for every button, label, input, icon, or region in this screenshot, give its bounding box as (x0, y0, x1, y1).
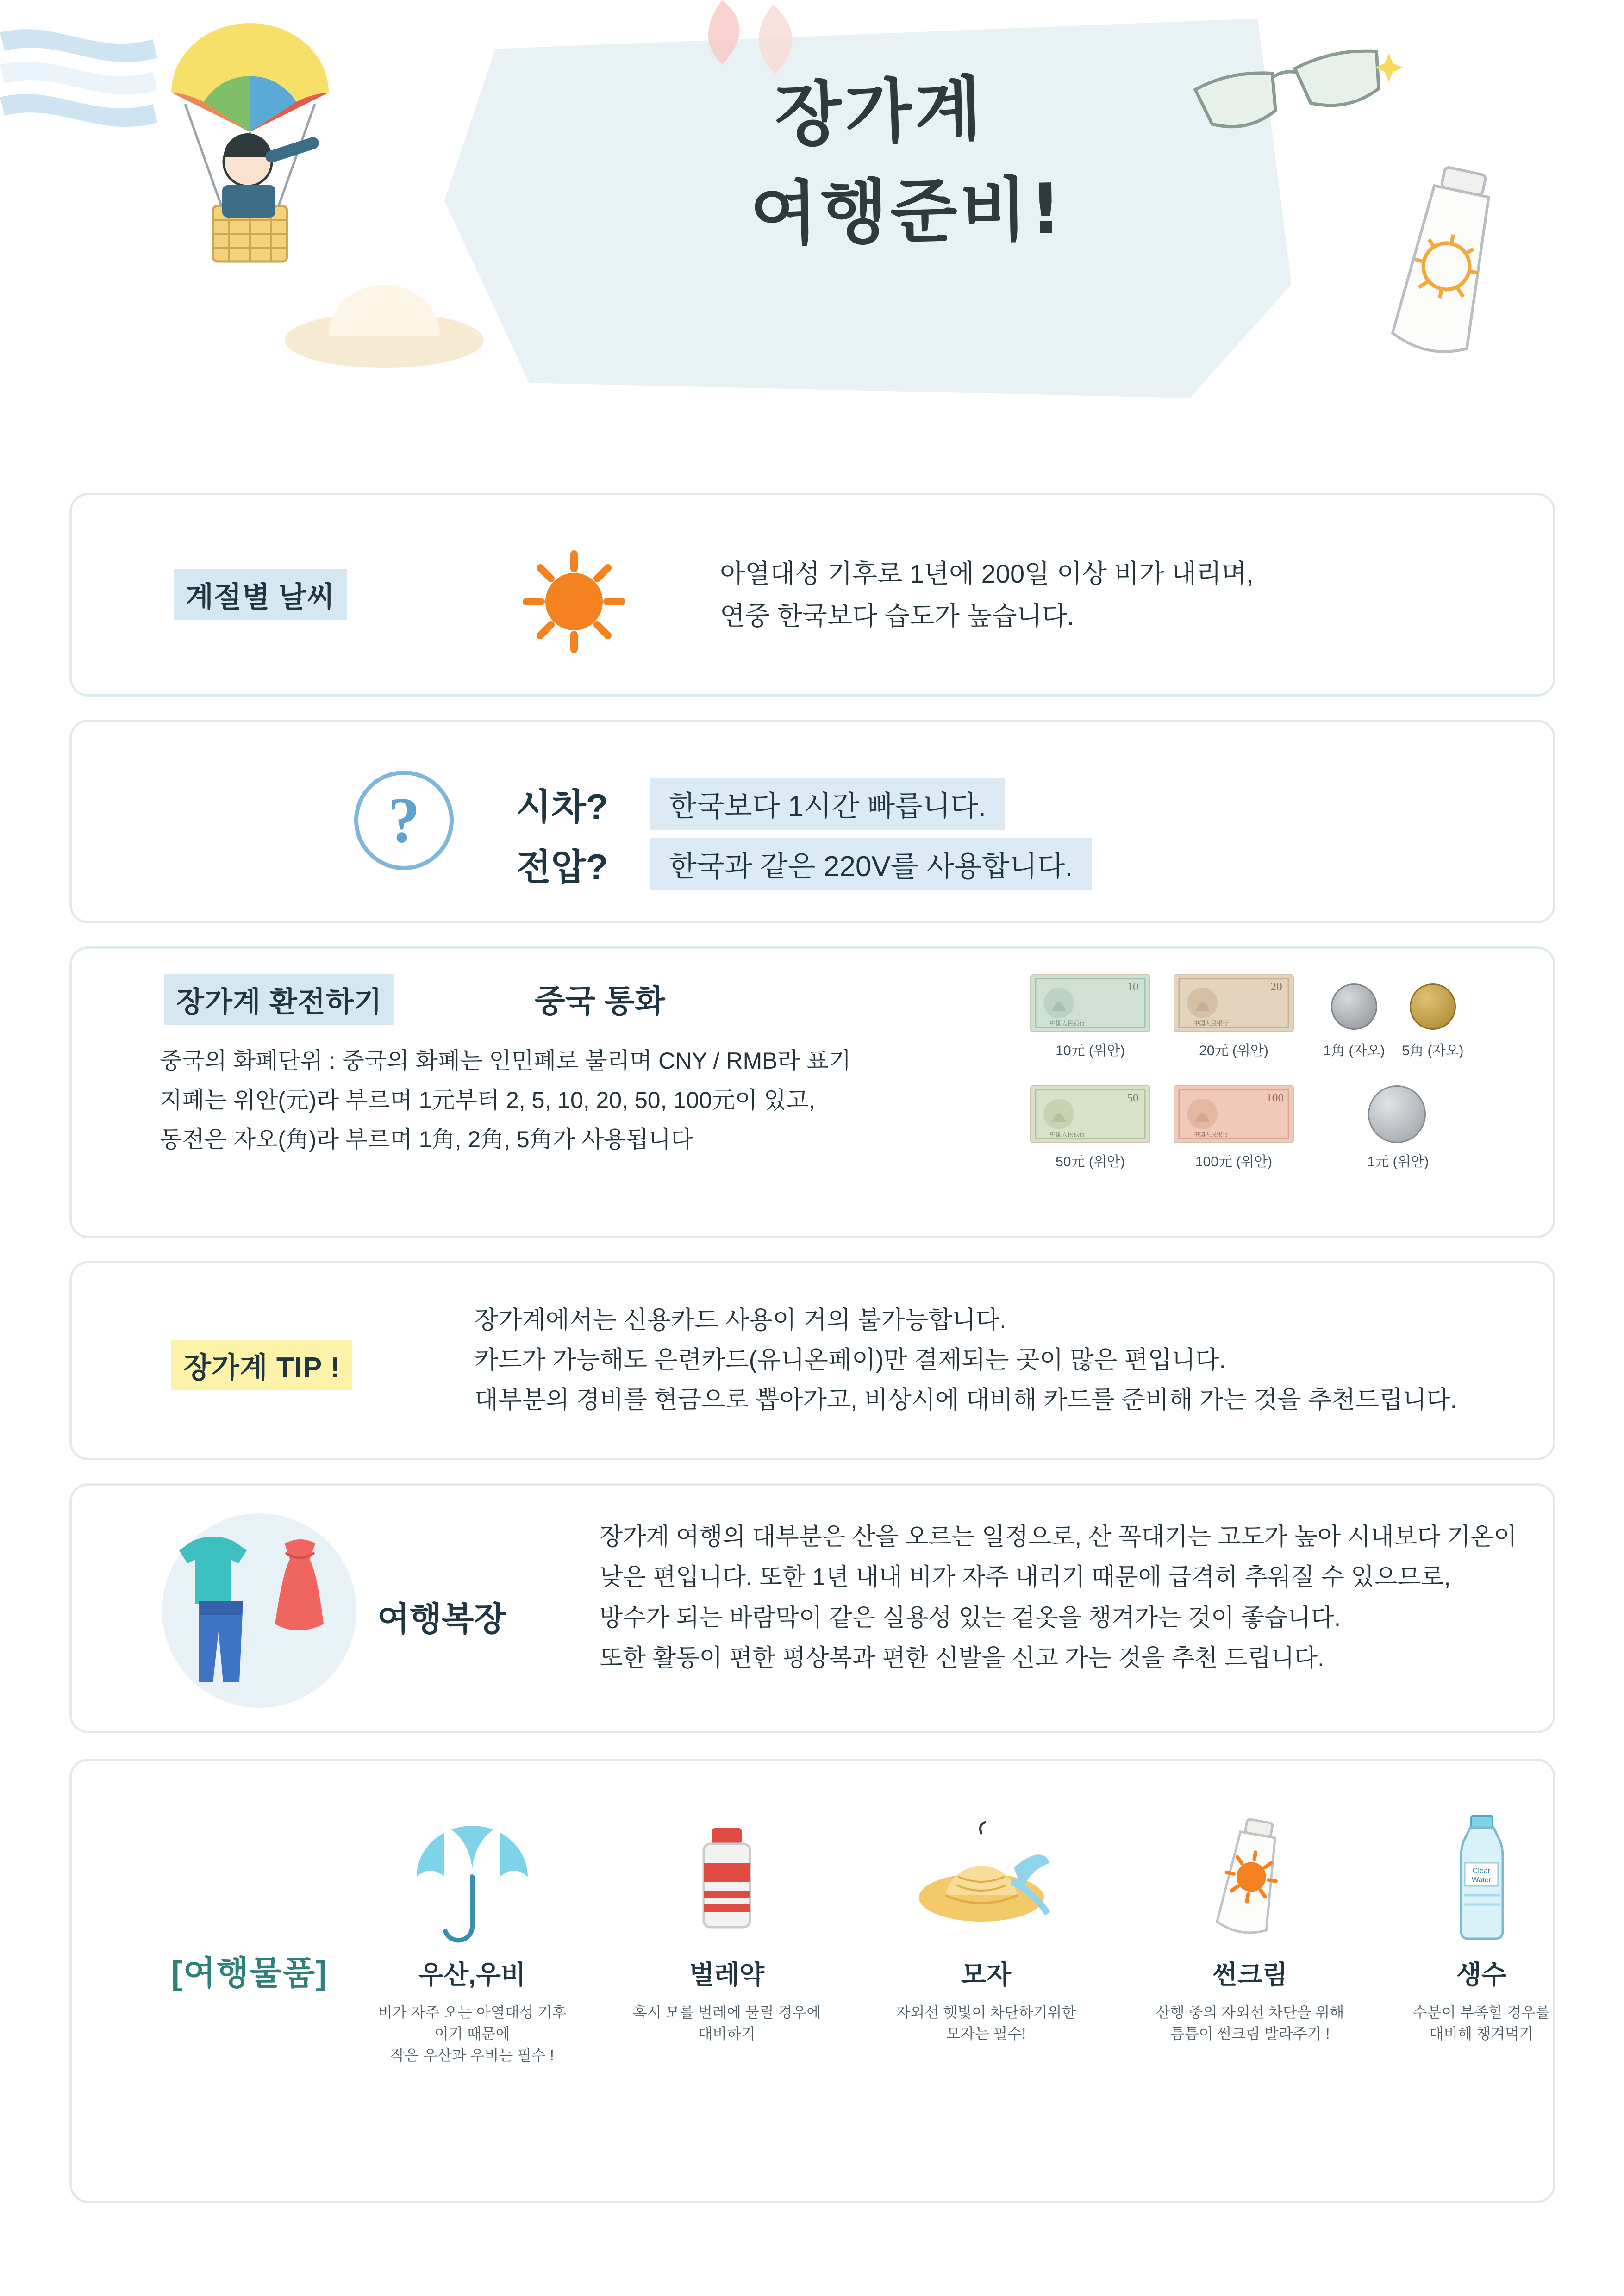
weather-text (720, 553, 1507, 637)
svg-text:10: 10 (1127, 980, 1139, 993)
svg-text:20: 20 (1270, 980, 1282, 993)
voltage-label: 전압? (516, 846, 608, 887)
weather-tag: 계절별 날씨 (174, 569, 347, 620)
currency-line-2: 지폐는 위안(元)라 부르며 1元부터 2, 5, 10, 20, 50, 100元이 있고, (160, 1087, 815, 1113)
item-water-desc (1382, 2002, 1581, 2045)
medicine-bottle-icon (627, 1812, 826, 1946)
item-umbrella-desc-1: 비가 자주 오는 아열대성 기후이기 때문에 (378, 2004, 567, 2042)
clothing-line-3: 방수가 되는 바람막이 같은 실용성 있는 겉옷을 챙겨가는 것이 좋습니다. (600, 1604, 1341, 1631)
svg-text:100: 100 (1266, 1091, 1284, 1104)
item-umbrella-name: 우산,우비 (418, 1960, 526, 1989)
items-card (69, 1759, 1555, 2203)
weather-line-1: 아열대성 기후로 1년에 200일 이상 비가 내리며, (720, 559, 1254, 588)
hat-icon (887, 1812, 1086, 1946)
page-title (532, 69, 1227, 256)
voltage-value: 한국과 같은 220V를 사용합니다. (650, 838, 1092, 890)
info-row-timezone (516, 778, 1005, 830)
svg-text:Water: Water (1471, 1876, 1492, 1884)
item-water (1382, 1812, 1581, 2045)
tip-line-3: 대부분의 경비를 현금으로 뽑아가고, 비상시에 대비해 카드를 준비해 가는 것을 추천드립니다. (475, 1386, 1457, 1413)
item-sunscreen-desc (1150, 2002, 1349, 2045)
clothing-line-4: 또한 활동이 편한 평상복과 편한 신발을 신고 가는 것을 추천 드립니다. (600, 1645, 1324, 1672)
item-sunscreen-desc-1: 산행 중의 자외선 차단을 위해 (1156, 2004, 1344, 2021)
timezone-label: 시차? (516, 786, 608, 827)
clothing-card (69, 1483, 1555, 1733)
banknote-20 (1174, 974, 1294, 1032)
svg-text:Clear: Clear (1472, 1867, 1491, 1875)
sun-icon (516, 544, 632, 660)
svg-text:中国人民银行: 中国人民银行 (1049, 1020, 1085, 1027)
item-sunscreen (1150, 1812, 1349, 2045)
item-hat (887, 1812, 1086, 2045)
banknote-100-caption: 100元 (위안) (1195, 1154, 1273, 1170)
item-water-desc-2: 대비해 챙겨먹기 (1429, 2025, 1534, 2042)
weather-card (69, 493, 1555, 697)
tip-card (69, 1261, 1555, 1460)
item-medicine-desc (627, 2002, 826, 2045)
item-medicine-name: 벌레약 (689, 1960, 765, 1989)
clothing-line-2: 낮은 편입니다. 또한 1년 내내 비가 자주 내리기 때문에 급격히 추워질 수 있으므로, (600, 1564, 1451, 1591)
tip-line-1: 장가계에서는 신용카드 사용이 거의 불가능합니다. (475, 1307, 1006, 1334)
page-title-line1: 장가계 (773, 68, 986, 156)
tip-line-2: 카드가 가능해도 은련카드(유니온페이)만 결제되는 곳이 많은 편입니다. (475, 1346, 1226, 1374)
svg-text:中国人民银行: 中国人民银行 (1193, 1020, 1229, 1027)
umbrella-icon (373, 1812, 572, 1946)
coin-1jiao (1331, 983, 1377, 1030)
item-hat-desc-2: 모자는 필수! (946, 2025, 1026, 2042)
items-title: [여행물품] (171, 1955, 328, 1992)
banknote-20-caption: 20元 (위안) (1199, 1043, 1268, 1058)
banknote-10-caption: 10元 (위안) (1056, 1043, 1125, 1058)
item-umbrella-desc (373, 2002, 572, 2066)
water-bottle-icon (1382, 1812, 1581, 1946)
sunscreen-icon (1150, 1812, 1349, 1946)
info-card (69, 720, 1555, 923)
item-water-desc-1: 수분이 부족할 경우를 (1413, 2004, 1550, 2021)
item-umbrella (373, 1812, 572, 2066)
currency-card (69, 946, 1555, 1238)
coin-1yuan-caption: 1元 (위안) (1367, 1154, 1429, 1170)
question-mark-icon: ? (354, 771, 454, 870)
coin-5jiao-caption: 5角 (자오) (1402, 1043, 1464, 1058)
item-hat-name: 모자 (961, 1960, 1012, 1989)
item-water-name: 생수 (1456, 1960, 1507, 1989)
tip-tag: 장가계 TIP ! (171, 1340, 352, 1390)
item-medicine-desc-1: 혹시 모를 벌레에 물릴 경우에 대비하기 (632, 2004, 821, 2042)
tip-text (475, 1300, 1525, 1420)
suncream-tube-icon (1380, 153, 1532, 393)
clothing-text (600, 1517, 1535, 1679)
banknote-50-caption: 50元 (위안) (1056, 1154, 1125, 1170)
item-hat-desc (887, 2002, 1086, 2045)
banknote-10 (1030, 974, 1150, 1032)
currency-description (160, 1041, 1062, 1159)
currency-line-3: 동전은 자오(角)라 부르며 1角, 2角, 5角가 사용됩니다 (160, 1126, 693, 1152)
clothing-line-1: 장가계 여행의 대부분은 산을 오르는 일정으로, 산 꼭대기는 고도가 높아 시내보다 기온이 (600, 1524, 1517, 1550)
currency-tag: 장가계 환전하기 (164, 974, 394, 1025)
hat-icon (278, 259, 491, 375)
item-sunscreen-desc-2: 틈틈이 썬크림 발라주기 ! (1170, 2025, 1330, 2042)
timezone-value: 한국보다 1시간 빠릅니다. (650, 778, 1005, 830)
coin-1jiao-caption: 1角 (자오) (1323, 1043, 1385, 1058)
clothing-label: 여행복장 (377, 1601, 506, 1638)
currency-subtitle: 중국 통화 (535, 984, 665, 1019)
banknote-100 (1174, 1085, 1294, 1143)
coin-1yuan (1368, 1085, 1426, 1143)
info-row-voltage (516, 838, 1092, 890)
svg-text:中国人民银行: 中国人民银行 (1193, 1131, 1229, 1138)
banknote-50 (1030, 1085, 1150, 1143)
clothes-icon (171, 1525, 347, 1696)
page-title-line2: 여행준비! (750, 168, 1065, 255)
item-medicine (627, 1812, 826, 2045)
item-umbrella-desc-2: 작은 우산과 우비는 필수 ! (390, 2047, 554, 2064)
svg-text:中国人民银行: 中国人民银行 (1049, 1131, 1085, 1138)
currency-samples (1025, 970, 1544, 1220)
page-header (0, 0, 1624, 444)
item-sunscreen-name: 썬크림 (1212, 1960, 1288, 1989)
coin-5jiao (1410, 983, 1456, 1030)
svg-text:50: 50 (1127, 1091, 1139, 1104)
item-hat-desc-1: 자외선 햇빛이 차단하기위한 (896, 2004, 1076, 2021)
weather-line-2: 연중 한국보다 습도가 높습니다. (720, 601, 1074, 630)
currency-line-1: 중국의 화폐단위 : 중국의 화폐는 인민폐로 불리며 CNY / RMB라 표기 (160, 1048, 851, 1074)
